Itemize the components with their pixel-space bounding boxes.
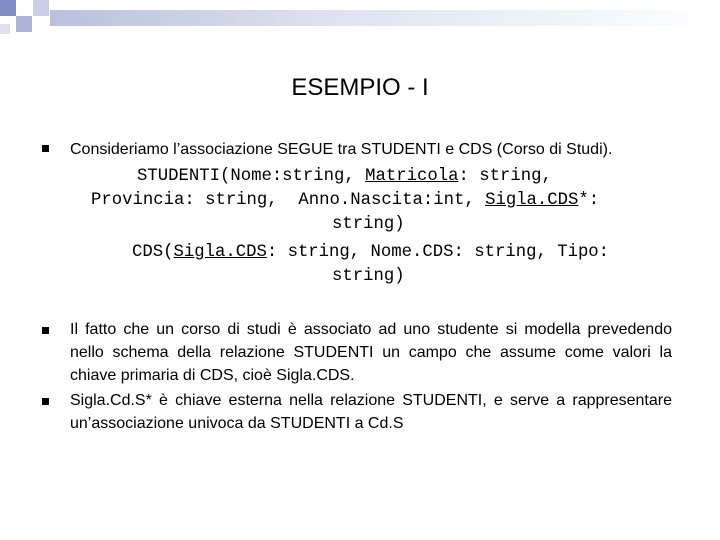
slide-title-text: ESEMPIO - I <box>291 74 429 101</box>
schema-line-3 <box>332 213 405 237</box>
bullet-marker-1 <box>42 145 49 152</box>
bullet-marker-3 <box>42 398 49 405</box>
bullet-marker-2 <box>42 327 49 334</box>
corner-decoration <box>0 0 720 50</box>
header-gradient-bar <box>50 10 720 26</box>
decor-square-1 <box>0 0 16 16</box>
schema-line-1-a: STUDENTI(Nome:string, <box>137 167 366 186</box>
schema-line-2-a: Provincia: string, Anno.Nascita:int, <box>91 191 486 210</box>
schema-line-4 <box>132 241 609 265</box>
decor-square-2 <box>16 16 32 32</box>
bullet-3-text: Sigla.Cd.S* è chiave esterna nella relazione STUDENTI, e serve a rappresentare un’associazione univoca da STUDENTI a Cd.S <box>70 392 672 432</box>
schema-line-2 <box>91 189 599 213</box>
decor-square-3 <box>33 0 49 16</box>
schema-line-4-c: : string, Nome.CDS: string, Tipo: <box>266 243 610 262</box>
decor-square-4 <box>0 24 10 34</box>
schema-matricola-key: Matricola <box>365 167 459 186</box>
schema-sigla-cds-fk: Sigla.CDS <box>485 191 579 210</box>
bullet-2-text: Il fatto che un corso di studi è associato ad uno studente si modella prevedendo nello schema della relazione STUDENTI un campo che assume come valori la chiave primaria di CDS, cioè Sigla.CDS. <box>70 321 672 384</box>
schema-line-1-c: : string, <box>458 167 552 186</box>
schema-line-5-text: string) <box>332 267 405 286</box>
schema-line-5 <box>332 265 405 289</box>
slide-title <box>0 74 720 102</box>
schema-line-4-a: CDS( <box>132 243 174 262</box>
schema-line-1 <box>137 165 552 189</box>
bullet-1-text: Consideriamo l’associazione SEGUE tra STUDENTI e CDS (Corso di Studi). <box>70 141 613 158</box>
schema-line-3-text: string) <box>332 215 405 234</box>
schema-sigla-cds-pk: Sigla.CDS <box>173 243 267 262</box>
schema-line-2-c: *: <box>578 191 600 210</box>
